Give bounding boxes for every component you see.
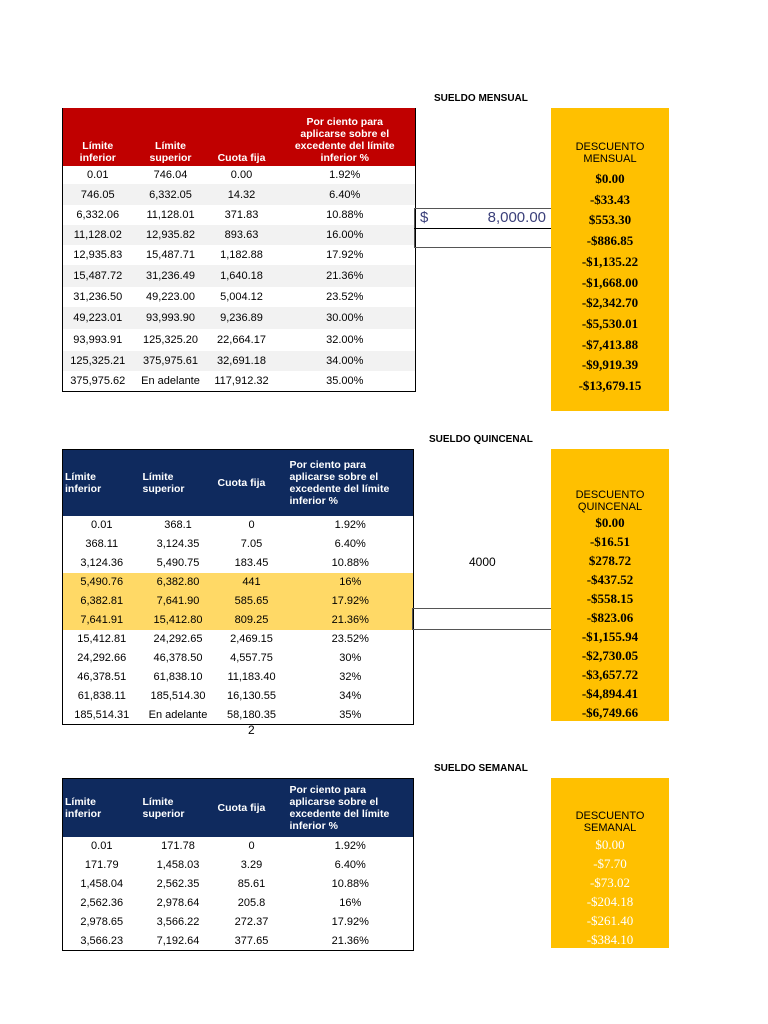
descuento-value: $278.72: [588, 553, 632, 568]
mensual-sueldo-symbol: $: [420, 209, 429, 226]
descuento-value: -$5,530.01: [581, 315, 639, 331]
porc-cell: 32%: [339, 671, 362, 683]
lim-inf-cell: 171.79: [84, 859, 119, 871]
table-row: [63, 706, 414, 725]
lim-sup-cell: 49,223.00: [146, 291, 195, 303]
cuota-cell: 809.25: [216, 611, 288, 630]
lim-inf-cell: 15,412.81: [77, 633, 127, 645]
descuento-value: $0.00: [595, 171, 625, 186]
lim-sup-cell: 12,935.82: [133, 225, 209, 245]
quincenal-descuento-title: DESCUENTO QUINCENAL: [575, 489, 645, 513]
mensual-divider: [414, 228, 551, 229]
header-lim-inf: Límite inferior: [63, 108, 133, 166]
cuota-cell: 117,912.32: [214, 374, 269, 387]
cuota-cell: 2,469.15: [230, 633, 273, 645]
lim-inf-cell: 6,332.06: [76, 209, 120, 221]
descuento-value: -$16.51: [589, 534, 631, 549]
lim-sup-cell: En adelante: [141, 374, 200, 387]
lim-inf-cell: 0.01: [87, 169, 109, 181]
lim-sup-cell: 61,838.10: [153, 671, 203, 683]
porc-cell: 6.40%: [275, 184, 416, 205]
table-row: [63, 611, 414, 630]
cuota-cell: 585.65: [216, 592, 288, 611]
cuota-cell: 371.83: [224, 209, 259, 221]
header-lim-sup: Límite superior: [141, 450, 216, 516]
descuento-value: -$3,657.72: [581, 667, 639, 682]
table-row: [63, 894, 414, 913]
porc-cell: 21.36%: [331, 934, 369, 947]
lim-inf-cell: 31,236.50: [73, 291, 123, 303]
cuota-cell: 1,182.88: [220, 249, 263, 261]
cuota-cell: 85.61: [237, 878, 266, 890]
porc-cell: 17.92%: [288, 592, 414, 611]
table-row: [63, 535, 414, 554]
lim-sup-cell: 1,458.03: [156, 859, 200, 871]
lim-sup-cell: 7,192.64: [156, 934, 200, 947]
table-row: [63, 205, 416, 225]
lim-sup-cell: 5,490.75: [156, 557, 200, 569]
lim-sup-cell: 2,978.64: [156, 897, 200, 909]
table-row: [63, 184, 416, 205]
lim-sup-cell: 7,641.90: [141, 592, 216, 611]
lim-inf-cell: 3,124.36: [80, 557, 124, 569]
table-row: [63, 329, 416, 351]
lim-sup-cell: En adelante: [148, 708, 208, 721]
lim-sup-cell: 171.78: [161, 840, 195, 852]
table-row: [63, 687, 414, 706]
descuento-value: -$9,919.39: [581, 357, 639, 373]
table-row: [63, 166, 416, 184]
table-row: [63, 913, 414, 932]
lim-inf-cell: 7,641.91: [63, 611, 141, 630]
descuento-value: -$261.40: [586, 913, 634, 928]
lim-inf-cell: 375,975.62: [70, 374, 126, 387]
cuota-cell: 183.45: [234, 557, 269, 569]
header-lim-inf: Límite inferior: [63, 450, 141, 516]
descuento-value: -$2,730.05: [581, 648, 639, 663]
semanal-header-row: [63, 779, 414, 837]
quincenal-sueldo-value[interactable]: 4000: [469, 555, 496, 569]
mensual-descuento-title: DESCUENTO MENSUAL: [575, 141, 645, 165]
descuento-value: -$886.85: [586, 233, 634, 249]
cuota-cell: 58,180.35: [227, 708, 276, 721]
porc-cell: 16%: [288, 573, 414, 592]
lim-inf-cell: 746.05: [63, 184, 133, 205]
mensual-descuento-box: [551, 108, 669, 411]
cuota-cell: 0: [248, 519, 255, 531]
lim-inf-cell: 2,562.36: [80, 897, 124, 909]
lim-inf-cell: 93,993.91: [73, 334, 123, 346]
cuota-cell: 0: [248, 840, 255, 852]
lim-sup-cell: 3,124.35: [156, 538, 200, 550]
lim-inf-cell: 12,935.83: [73, 249, 123, 261]
lim-inf-cell: 125,325.21: [63, 351, 133, 371]
descuento-value: -$6,749.66: [581, 705, 639, 720]
semanal-title: SUELDO SEMANAL: [434, 763, 528, 774]
cuota-cell: 11,183.40: [227, 671, 276, 683]
lim-sup-cell: 375,975.61: [133, 351, 209, 371]
lim-inf-cell: 49,223.01: [63, 307, 133, 329]
descuento-value: -$4,894.41: [581, 686, 639, 701]
header-cuota: Cuota fija: [216, 779, 288, 837]
descuento-value: -$73.02: [589, 875, 631, 890]
porc-cell: 30%: [339, 652, 362, 664]
table-row: [63, 592, 414, 611]
lim-inf-cell: 1,458.04: [80, 878, 124, 890]
lim-sup-cell: 24,292.65: [153, 633, 203, 645]
table-row: [63, 630, 414, 649]
cuota-cell: 32,691.18: [209, 351, 275, 371]
lim-sup-cell: 6,332.05: [133, 184, 209, 205]
semanal-table: [62, 778, 414, 951]
header-porc: Por ciento para aplicarse sobre el excedente del límite inferior %: [288, 779, 414, 837]
descuento-value: -$558.15: [586, 591, 634, 606]
descuento-value: -$1,668.00: [581, 274, 639, 290]
descuento-value: -$1,155.94: [581, 629, 639, 644]
cuota-cell: 16,130.55: [227, 690, 276, 702]
table-row: [63, 554, 414, 573]
porc-cell: 1.92%: [334, 519, 366, 531]
table-row: [63, 371, 416, 391]
table-row: [63, 351, 416, 371]
cuota-cell: 4,557.75: [230, 652, 273, 664]
table-row: [63, 287, 416, 307]
semanal-descuento-title: DESCUENTO SEMANAL: [575, 810, 645, 834]
table-row: [63, 875, 414, 894]
semanal-descuento-box: [551, 778, 669, 948]
lim-sup-cell: 46,378.50: [153, 652, 203, 664]
descuento-value: -$823.06: [586, 610, 634, 625]
quincenal-header-row: [63, 450, 414, 516]
porc-cell: 1.92%: [334, 840, 366, 852]
porc-cell: 21.36%: [275, 265, 416, 287]
descuento-value: $0.00: [595, 837, 625, 852]
lim-sup-cell: 93,993.90: [133, 307, 209, 329]
porc-cell: 10.88%: [331, 878, 369, 890]
lim-inf-cell: 6,382.81: [63, 592, 141, 611]
cuota-cell: 0.00: [230, 169, 253, 181]
header-lim-sup: Límite superior: [133, 108, 209, 166]
table-row: [63, 225, 416, 245]
cuota-cell: 9,236.89: [209, 307, 275, 329]
porc-cell: 23.52%: [326, 291, 364, 303]
header-lim-sup: Límite superior: [141, 779, 216, 837]
porc-cell: 21.36%: [288, 611, 414, 630]
porc-cell: 17.92%: [331, 916, 369, 928]
descuento-value: -$33.43: [589, 191, 631, 207]
page-number: 2: [248, 723, 255, 737]
descuento-value: $0.00: [595, 515, 625, 530]
porc-cell: 35.00%: [326, 374, 364, 387]
lim-sup-cell: 185,514.30: [150, 690, 206, 702]
mensual-sueldo-value[interactable]: 8,000.00: [487, 209, 546, 226]
lim-sup-cell: 15,487.71: [146, 249, 195, 261]
header-cuota: Cuota fija: [209, 108, 275, 166]
lim-sup-cell: 125,325.20: [142, 334, 199, 346]
header-lim-inf: Límite inferior: [63, 779, 141, 837]
lim-sup-cell: 6,382.80: [141, 573, 216, 592]
lim-sup-cell: 2,562.35: [156, 878, 200, 890]
table-row: [63, 649, 414, 668]
table-row: [63, 837, 414, 856]
header-porc: Por ciento para aplicarse sobre el excedente del límite inferior %: [288, 450, 414, 516]
lim-inf-cell: 0.01: [91, 519, 113, 531]
lim-inf-cell: 61,838.11: [77, 690, 126, 702]
header-porc: Por ciento para aplicarse sobre el excedente del límite inferior %: [275, 108, 416, 166]
lim-sup-cell: 746.04: [153, 169, 188, 181]
cuota-cell: 272.37: [234, 916, 269, 928]
cuota-cell: 5,004.12: [220, 291, 263, 303]
cuota-cell: 14.32: [209, 184, 275, 205]
lim-inf-cell: 185,514.31: [74, 708, 130, 721]
porc-cell: 23.52%: [331, 633, 369, 645]
porc-cell: 6.40%: [334, 859, 366, 871]
quincenal-title: SUELDO QUINCENAL: [429, 434, 533, 445]
porc-cell: 35%: [339, 708, 362, 721]
porc-cell: 6.40%: [334, 538, 366, 550]
cuota-cell: 893.63: [209, 225, 275, 245]
descuento-value: -$2,342.70: [581, 295, 639, 311]
lim-inf-cell: 3,566.23: [80, 934, 124, 947]
table-row: [63, 265, 416, 287]
descuento-value: -$204.18: [586, 894, 634, 909]
descuento-value: -$7,413.88: [581, 336, 639, 352]
porc-cell: 17.92%: [326, 249, 364, 261]
mensual-table: [62, 108, 416, 392]
porc-cell: 1.92%: [329, 169, 361, 181]
porc-cell: 34.00%: [275, 351, 416, 371]
lim-inf-cell: 5,490.76: [63, 573, 141, 592]
quincenal-sueldo-box[interactable]: [412, 608, 553, 630]
header-cuota: Cuota fija: [216, 450, 288, 516]
cuota-cell: 377.65: [234, 934, 269, 947]
lim-sup-cell: 368.1: [164, 519, 192, 531]
cuota-cell: 3.29: [240, 859, 263, 871]
porc-cell: 34%: [339, 690, 362, 702]
porc-cell: 30.00%: [275, 307, 416, 329]
table-row: [63, 516, 414, 535]
quincenal-table: [62, 449, 414, 725]
descuento-value: -$7.70: [593, 856, 627, 871]
cuota-cell: 441: [216, 573, 288, 592]
lim-inf-cell: 0.01: [91, 840, 113, 852]
lim-inf-cell: 15,487.72: [63, 265, 133, 287]
descuento-value: -$1,135.22: [581, 253, 639, 269]
table-row: [63, 856, 414, 875]
lim-sup-cell: 11,128.01: [146, 209, 195, 221]
quincenal-descuento-box: [551, 449, 669, 721]
descuento-value: -$384.10: [586, 932, 634, 947]
lim-inf-cell: 46,378.51: [77, 671, 127, 683]
porc-cell: 16%: [339, 897, 362, 909]
porc-cell: 32.00%: [326, 334, 364, 346]
lim-sup-cell: 3,566.22: [156, 916, 200, 928]
cuota-cell: 22,664.17: [217, 334, 266, 346]
lim-inf-cell: 24,292.66: [77, 652, 127, 664]
mensual-title: SUELDO MENSUAL: [434, 93, 528, 104]
cuota-cell: 205.8: [237, 897, 266, 909]
table-row: [63, 307, 416, 329]
lim-sup-cell: 31,236.49: [133, 265, 209, 287]
cuota-cell: 1,640.18: [209, 265, 275, 287]
table-row: [63, 245, 416, 265]
lim-sup-cell: 15,412.80: [141, 611, 216, 630]
cuota-cell: 7.05: [240, 538, 263, 550]
table-row: [63, 668, 414, 687]
lim-inf-cell: 368.11: [85, 538, 119, 550]
lim-inf-cell: 11,128.02: [63, 225, 133, 245]
lim-inf-cell: 2,978.65: [80, 916, 124, 928]
table-row: [63, 932, 414, 951]
porc-cell: 16.00%: [275, 225, 416, 245]
descuento-value: $553.30: [588, 212, 632, 228]
table-row: [63, 573, 414, 592]
descuento-value: -$437.52: [586, 572, 634, 587]
porc-cell: 10.88%: [331, 557, 369, 569]
descuento-value: -$13,679.15: [578, 378, 642, 393]
mensual-header-row: [63, 108, 416, 166]
porc-cell: 10.88%: [326, 209, 364, 221]
